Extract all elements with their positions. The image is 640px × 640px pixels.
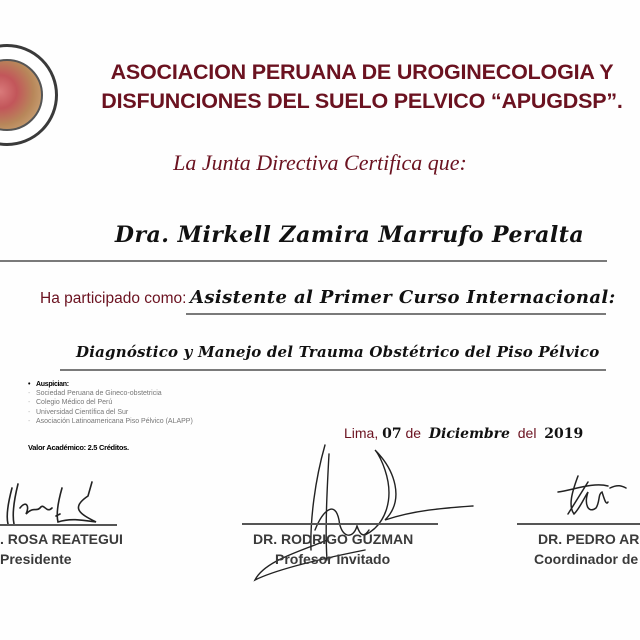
recipient-underline <box>0 260 607 262</box>
sponsors-heading: • Auspician: <box>28 380 193 389</box>
signatory-role-2: Profesor Invitado <box>275 551 391 567</box>
date-year: 2019 <box>544 426 584 442</box>
sponsor-item: - Sociedad Peruana de Gineco-obstetricia <box>28 389 193 398</box>
signature-line-2 <box>242 523 438 525</box>
sponsor-item: - Universidad Científica del Sur <box>28 408 193 417</box>
title-line-1: ASOCIACION PERUANA DE UROGINECOLOGIA Y <box>110 60 614 84</box>
participation-role: Asistente al Primer Curso Internacional: <box>190 287 616 308</box>
sponsor-item: - Asociación Latinoamericana Piso Pélvico (ALAPP) <box>28 417 193 426</box>
signatory-role-3: Coordinador de <box>534 551 639 567</box>
date-del: del <box>517 425 537 441</box>
date-month: Diciembre <box>428 426 510 442</box>
date-place: Lima, <box>344 425 379 441</box>
signatory-name-2: DR. RODRIGO GUZMAN <box>253 531 414 547</box>
signatory-role-1: Presidente <box>0 551 72 567</box>
course-title: Diagnóstico y Manejo del Trauma Obstétrico del Piso Pélvico <box>76 343 600 361</box>
recipient-name: Dra. Mirkell Zamira Marrufo Peralta <box>114 222 585 248</box>
seal-image <box>0 59 43 131</box>
organization-title <box>84 58 640 116</box>
course-underline <box>60 369 606 371</box>
sponsors-list <box>28 380 193 426</box>
signatory-name-1: . ROSA REATEGUI <box>0 531 123 547</box>
title-line-2: DISFUNCIONES DEL SUELO PELVICO “APUGDSP”. <box>101 89 623 113</box>
signature-mark-3 <box>548 462 640 522</box>
signature-mark-2 <box>245 440 475 590</box>
signature-mark-1 <box>0 478 120 528</box>
sponsor-item: - Colegio Médico del Perú <box>28 398 193 407</box>
signature-line-1 <box>0 524 117 526</box>
date-day: 07 <box>382 426 402 442</box>
association-seal-icon <box>0 44 58 146</box>
date-de: de <box>405 425 422 441</box>
certify-statement: La Junta Directiva Certifica que: <box>173 150 467 175</box>
signatory-name-3: DR. PEDRO AR <box>538 531 640 547</box>
role-underline <box>186 313 606 315</box>
signature-line-3 <box>517 523 640 525</box>
participation-label: Ha participado como: <box>40 290 187 307</box>
academic-credits: Valor Académico: 2.5 Créditos. <box>28 443 129 452</box>
